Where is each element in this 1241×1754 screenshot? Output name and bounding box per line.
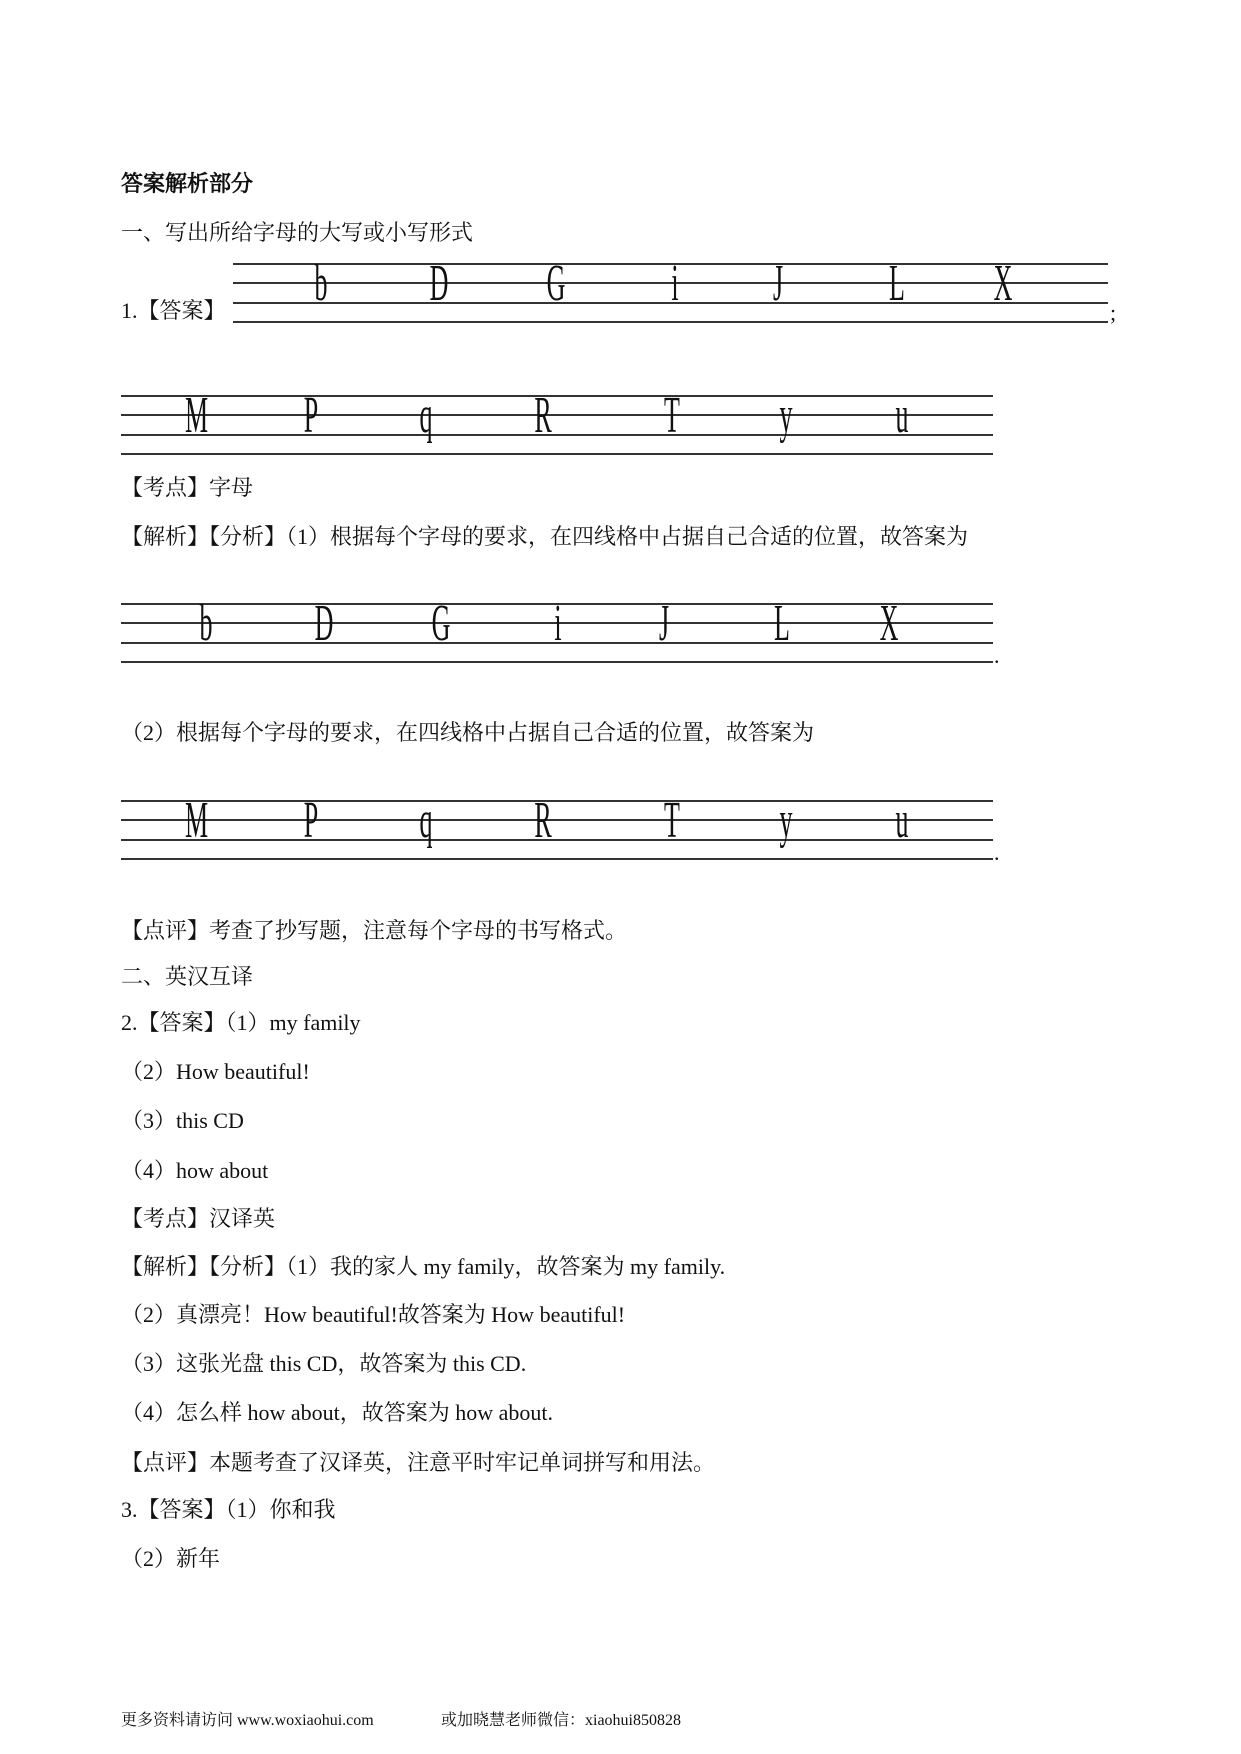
semicolon: ;	[1110, 300, 1117, 325]
grid-letter: L	[889, 255, 905, 312]
section1-title: 一、写出所给字母的大写或小写形式	[121, 220, 474, 245]
grid-line	[121, 395, 993, 397]
grid-line	[121, 453, 993, 455]
grid-letter: R	[534, 387, 552, 444]
grid-letter: G	[431, 595, 451, 652]
answer-line: （3）this CD	[121, 1108, 244, 1133]
grid-letter: R	[534, 792, 552, 849]
q1-answer-label: 1.【答案】	[121, 298, 226, 323]
grid-line	[121, 839, 993, 841]
grid-letter: b	[199, 595, 213, 652]
period: .	[994, 643, 1000, 668]
grid-letter: D	[429, 255, 449, 312]
answer-line: 【解析】【分析】（1）我的家人 my family，故答案为 my family.	[121, 1254, 726, 1279]
four-line-grid-answer-a	[233, 255, 1108, 323]
footer-wechat: 或加晓慧老师微信：xiaohui850828	[441, 1712, 681, 1729]
answer-line: （2）真漂亮！How beautiful!故答案为 How beautiful!	[121, 1302, 626, 1327]
grid-line	[121, 434, 993, 436]
answer-line: （2）新年	[121, 1546, 221, 1571]
grid-letter: b	[314, 255, 328, 312]
grid-letter: y	[779, 792, 793, 849]
four-line-grid-analysis-b	[121, 792, 993, 860]
grid-letter: q	[419, 792, 433, 849]
answer-line: （2）How beautiful!	[121, 1059, 310, 1084]
grid-letter: T	[664, 387, 680, 444]
grid-letter: T	[664, 792, 680, 849]
analysis-2: （2）根据每个字母的要求，在四线格中占据自己合适的位置，故答案为	[121, 720, 815, 745]
answer-line: （4）how about	[121, 1158, 269, 1183]
grid-line	[121, 414, 993, 416]
answer-line: 2.【答案】（1）my family	[121, 1010, 361, 1035]
grid-letter: P	[303, 792, 319, 849]
grid-line	[121, 800, 993, 802]
grid-letter: G	[546, 255, 566, 312]
knowledge-point: 【考点】字母	[121, 475, 254, 500]
analysis-1: 【解析】【分析】（1）根据每个字母的要求，在四线格中占据自己合适的位置，故答案为	[121, 524, 969, 549]
answer-line: 3.【答案】（1）你和我	[121, 1497, 336, 1522]
four-line-grid-answer-b	[121, 387, 993, 455]
grid-line	[121, 819, 993, 821]
page-heading: 答案解析部分	[121, 171, 254, 196]
grid-letter: u	[895, 792, 909, 849]
grid-letter: q	[419, 387, 433, 444]
answer-line: （3）这张光盘 this CD，故答案为 this CD.	[121, 1351, 527, 1376]
answer-line: 【点评】本题考查了汉译英，注意平时牢记单词拼写和用法。	[121, 1450, 716, 1475]
grid-letter: L	[774, 595, 790, 652]
period: .	[994, 840, 1000, 865]
grid-line	[121, 858, 993, 860]
answer-line: （4）怎么样 how about，故答案为 how about.	[121, 1400, 554, 1425]
comment: 【点评】考查了抄写题，注意每个字母的书写格式。	[121, 918, 628, 943]
grid-line	[233, 321, 1108, 323]
grid-line	[121, 661, 993, 663]
grid-letter: J	[658, 595, 670, 652]
grid-letter: M	[185, 792, 209, 849]
four-line-grid-analysis-a	[121, 595, 993, 663]
grid-letter: X	[993, 255, 1013, 312]
grid-letter: P	[303, 387, 319, 444]
grid-letter: M	[185, 387, 209, 444]
grid-letter: X	[879, 595, 899, 652]
grid-letter: y	[779, 387, 793, 444]
grid-letter: u	[895, 387, 909, 444]
answer-line: 【考点】汉译英	[121, 1206, 276, 1231]
section2-title: 二、英汉互译	[121, 964, 254, 989]
grid-letter: i	[671, 255, 679, 312]
grid-letter: J	[772, 255, 784, 312]
grid-letter: i	[554, 595, 562, 652]
footer-website: 更多资料请访问 www.woxiaohui.com	[121, 1712, 374, 1729]
grid-letter: D	[314, 595, 334, 652]
